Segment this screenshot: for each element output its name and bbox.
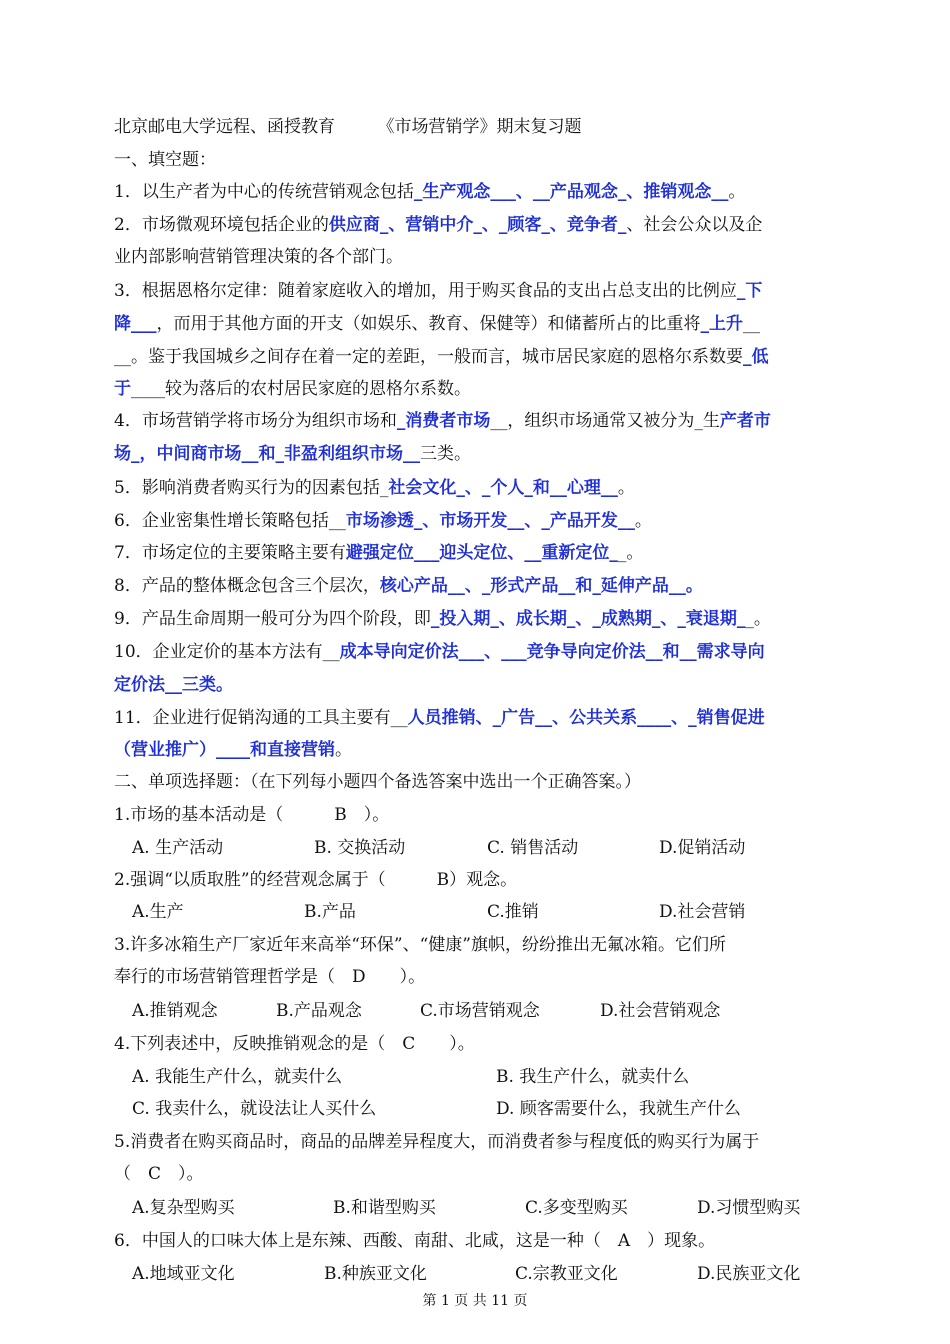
mc-option: C.市场营销观念 [420,1001,540,1021]
question-7: 7．市场定位的主要策略主要有避强定位___迎头定位、__重新定位__。 [114,543,644,563]
answer: _投入期_、成长期_、_成熟期_、_衰退期_ [430,609,746,629]
mc-question-stem: 5.消费者在购买商品时，商品的品牌差异程度大，而消费者参与程度低的购买行为属于 [114,1132,760,1152]
mc-question-stem: 6．中国人的口味大体上是东辣、西酸、南甜、北咸，这是一种（ A ）现象。 [114,1231,716,1251]
mc-question-stem: （ C ）。 [114,1164,204,1184]
mc-question-stem: 1.市场的基本活动是（ B ）。 [114,805,390,825]
mc-option: B. 交换活动 [314,838,406,858]
mc-option: C.多变型购买 [525,1198,628,1218]
answer: _生产观念___、__产品观念_、推销观念__ [413,182,729,202]
question-1: 1．以生产者为中心的传统营销观念包括_生产观念___、__产品观念_、推销观念__。 [114,182,746,202]
question-3: 3．根据恩格尔定律：随着家庭收入的增加，用于购买食品的支出占总支出的比例应_下 [114,281,763,301]
answer: 产者市 [719,411,771,431]
answer: 核心产品__、_形式产品__和_延伸产品__。 [379,576,703,596]
question-6: 6．企业密集性增长策略包括__市场渗透_、市场开发__、_产品开发__。 [114,511,652,531]
mc-option: C. 销售活动 [487,838,579,858]
mc-option: B. 我生产什么，就卖什么 [496,1067,690,1087]
answer: 人员推销、_广告__、公共关系____、_销售促进 [407,708,765,728]
mc-option: C.推销 [487,902,539,922]
mc-option: D.社会营销 [659,902,746,922]
question-5: 5．影响消费者购买行为的因素包括_社会文化_、_个人_和__心理__。 [114,478,635,498]
mc-option: B.产品观念 [276,1001,362,1021]
mc-option: A.地域亚文化 [132,1264,235,1284]
mc-option: D.促销活动 [659,838,746,858]
mc-option: B.和谐型购买 [333,1198,436,1218]
question-10-cont [114,674,233,696]
question-4-cont: 场_，中间商市场__和_非盈利组织市场__三类。 [114,444,471,464]
answer: 市场渗透_、市场开发__、_产品开发__ [345,511,635,531]
question-10: 10．企业定价的基本方法有__成本导向定价法___、___竞争导向定价法__和__需求导向 [114,642,765,662]
answer: _上升 [700,314,743,334]
mc-option: A. 我能生产什么，就卖什么 [132,1067,343,1087]
section-2-title: 二、单项选择题：（在下列每小题四个备选答案中选出一个正确答案。） [114,772,641,792]
answer: 避强定位___迎头定位、__重新定位_ [345,543,618,563]
mc-question-stem: 4.下列表述中，反映推销观念的是（ C ）。 [114,1034,475,1054]
answer: 社会文化_、_个人_和__心理__ [388,478,618,498]
mc-option: B.种族亚文化 [324,1264,427,1284]
question-9: 9．产品生命周期一般可分为四个阶段，即_投入期_、成长期_、_成熟期_、_衰退期__。 [114,609,771,629]
question-3-cont: 于____较为落后的农村居民家庭的恩格尔系数。 [114,379,471,399]
mc-option: D.民族亚文化 [697,1264,801,1284]
question-2-cont: 业内部影响营销管理决策的各个部门。 [114,247,403,267]
answer: _下 [736,281,763,301]
mc-question-stem: 2.强调“以质取胜”的经营观念属于（ B）观念。 [114,870,518,890]
answer: 定价法__三类。 [114,675,233,695]
mc-option: D.社会营销观念 [600,1001,721,1021]
mc-option: C. 我卖什么，就设法让人买什么 [132,1099,377,1119]
answer: _消费者市场 [396,411,491,431]
mc-option: C.宗教亚文化 [515,1264,618,1284]
answer: _低 [743,347,769,367]
section-1-title: 一、填空题： [114,150,216,170]
answer: 降___ [114,314,157,334]
mc-option: A.推销观念 [132,1001,218,1021]
mc-question-stem: 3.许多冰箱生产厂家近年来高举“环保”、“健康”旗帜，纷纷推出无氟冰箱。它们所 [114,935,726,955]
document-title: 北京邮电大学远程、函授教育 《市场营销学》期末复习题 [114,117,582,137]
mc-option: D. 顾客需要什么，我就生产什么 [496,1099,741,1119]
question-8: 8．产品的整体概念包含三个层次，核心产品__、_形式产品__和_延伸产品__。 [114,576,703,596]
question-3-cont: 降___，而用于其他方面的开支（如娱乐、教育、保健等）和储蓄所占的比重将_上升__ [114,314,760,334]
answer: 成本导向定价法___、___竞争导向定价法__和__需求导向 [339,642,765,662]
page-footer: 第 1 页 共 11 页 [422,1293,528,1309]
mc-option: A.复杂型购买 [132,1198,235,1218]
question-4: 4．市场营销学将市场分为组织市场和_消费者市场__，组织市场通常又被分为_生产者市 [114,411,771,431]
answer: 场_，中间商市场__和_非盈利组织市场__ [114,444,420,464]
mc-option: B.产品 [304,902,356,922]
question-2: 2．市场微观环境包括企业的供应商_、营销中介_、_顾客_、竞争者_、社会公众以及企 [114,215,763,235]
answer: （营业推广）____和直接营销 [114,740,335,760]
question-3-cont: __。鉴于我国城乡之间存在着一定的差距，一般而言，城市居民家庭的恩格尔系数要_低 [114,347,769,367]
mc-question-stem: 奉行的市场营销管理哲学是（ D ）。 [114,967,426,987]
mc-option: A.生产 [132,902,184,922]
question-11-cont: （营业推广）____和直接营销。 [114,740,352,760]
answer: 供应商_、营销中介_、_顾客_、竞争者_ [328,215,627,235]
mc-option: D.习惯型购买 [697,1198,801,1218]
answer: 于 [114,379,131,399]
question-11: 11．企业进行促销沟通的工具主要有__人员推销、_广告__、公共关系____、_销售促进 [114,708,765,728]
mc-option: A. 生产活动 [132,838,224,858]
